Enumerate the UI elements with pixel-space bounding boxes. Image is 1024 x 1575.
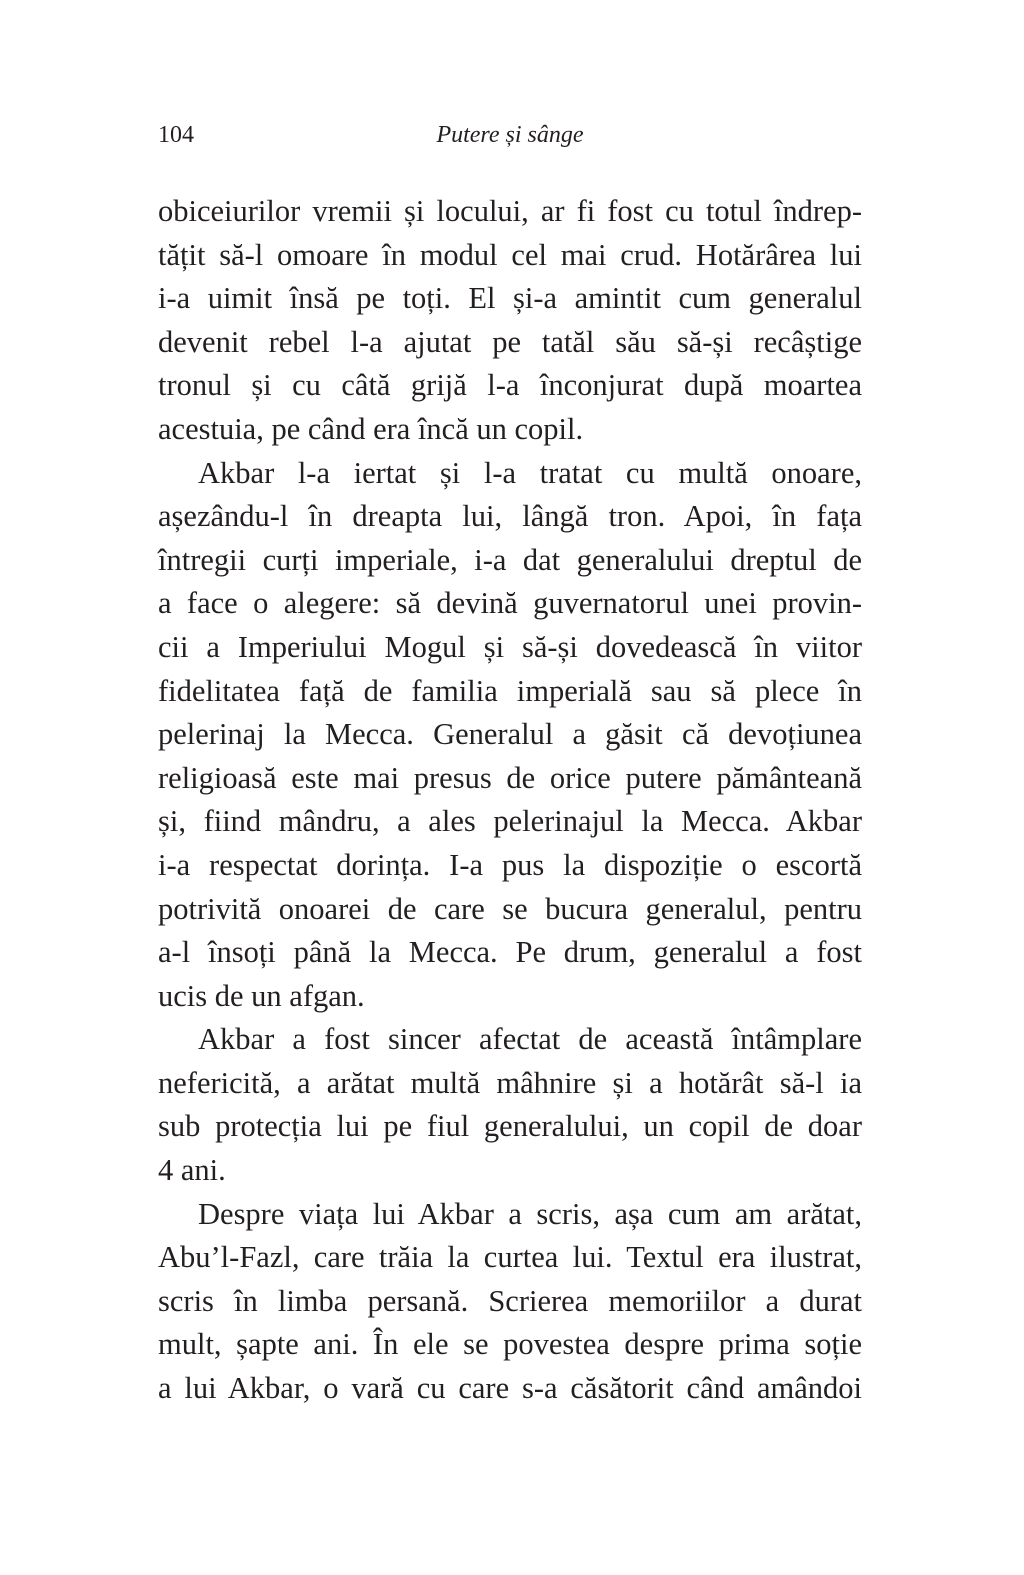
text-line: sub protecția lui pe fiul generalului, un copil de doar [158, 1109, 862, 1144]
text-line: pelerinaj la Mecca. Generalul a găsit că devoțiunea [158, 717, 862, 752]
running-title: Putere și sânge [436, 122, 584, 148]
page-body [158, 190, 862, 1411]
text-line: nefericită, a arătat multă mâhnire și a hotărât să-l ia [158, 1065, 862, 1100]
text-line: scris în limba persană. Scrierea memoriilor a durat [158, 1283, 862, 1318]
paragraph [158, 1193, 862, 1411]
text-line: a face o alegere: să devină guvernatorul unei provin- [158, 586, 862, 621]
text-line: și, fiind mândru, a ales pelerinajul la Mecca. Akbar [158, 804, 862, 839]
text-line: i-a respectat dorința. I-a pus la dispoziție o escortă [158, 847, 862, 882]
page-number: 104 [158, 122, 194, 148]
text-line: obiceiurilor vremii și locului, ar fi fost cu totul îndrep- [158, 194, 862, 228]
text-line: Akbar l-a iertat și l-a tratat cu multă onoare, [198, 455, 862, 490]
text-line: a-l însoți până la Mecca. Pe drum, generalul a fost [158, 935, 862, 970]
text-line: devenit rebel l-a ajutat pe tatăl său să-și recâștige [158, 324, 862, 359]
text-line: a lui Akbar, o vară cu care s-a căsătorit când amândoi [158, 1371, 862, 1406]
text-line: tățit să-l omoare în modul cel mai crud. Hotărârea lui [158, 237, 862, 272]
text-line: religioasă este mai presus de orice putere pământeană [158, 760, 862, 795]
text-line: așezându-l în dreapta lui, lângă tron. Apoi, în fața [158, 499, 862, 534]
text-line: ucis de un afgan. [158, 978, 365, 1013]
text-line: acestuia, pe când era încă un copil. [158, 411, 584, 446]
text-line: 4 ani. [158, 1153, 226, 1188]
text-line: Abu’l-Fazl, care trăia la curtea lui. Textul era ilustrat, [158, 1240, 862, 1275]
text-line: întregii curți imperiale, i-a dat generalului dreptul de [158, 542, 862, 577]
text-line: i-a uimit însă pe toți. El și-a amintit cum generalul [158, 281, 862, 316]
text-line: Despre viața lui Akbar a scris, așa cum am arătat, [198, 1196, 862, 1231]
text-line: cii a Imperiului Mogul și să-și dovedească în viitor [158, 629, 862, 664]
text-line: potrivită onoarei de care se bucura generalul, pentru [158, 891, 862, 926]
paragraph [158, 190, 862, 452]
running-header [158, 122, 862, 158]
paragraph [158, 452, 862, 1019]
paragraph [158, 1018, 862, 1192]
text-line: mult, șapte ani. În ele se povestea despre prima soție [158, 1327, 862, 1362]
text-line: tronul și cu câtă grijă l-a înconjurat după moartea [158, 368, 862, 403]
text-line: Akbar a fost sincer afectat de această întâmplare [198, 1022, 862, 1057]
text-line: fidelitatea față de familia imperială sau să plece în [158, 673, 862, 708]
